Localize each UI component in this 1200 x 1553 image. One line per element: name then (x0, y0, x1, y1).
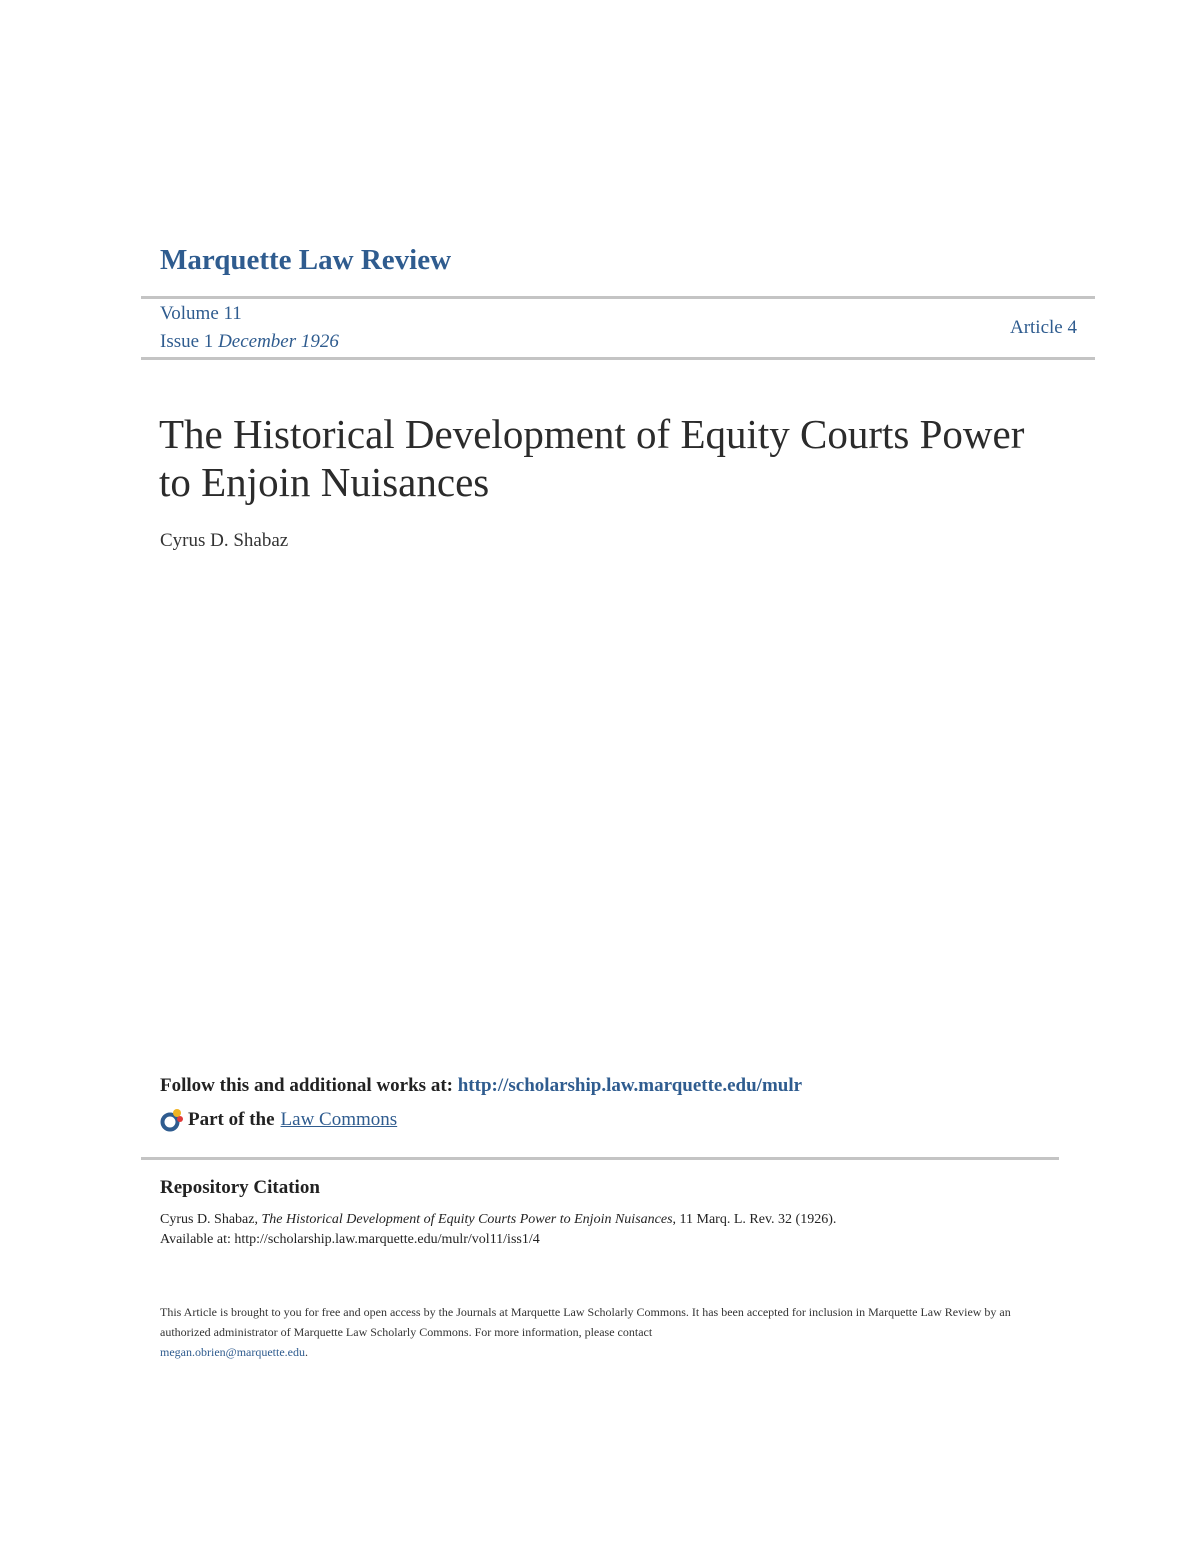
journal-name: Marquette Law Review (160, 244, 452, 276)
citation-available-at: Available at: http://scholarship.law.marquette.edu/mulr/vol11/iss1/4 (160, 1232, 540, 1247)
notice-text: This Article is brought to you for free and open access by the Journals at Marquette Law Scholarly Commons. It has been accepted for inclusion in Marquette Law Review by an authorized administrator of Marquette Law Scholarly Commons. For more information, please contact (160, 1305, 1011, 1339)
article-number[interactable]: Article 4 (1009, 317, 1077, 338)
header-divider-top (141, 296, 1095, 299)
article-author[interactable]: Cyrus D. Shabaz (160, 530, 289, 551)
part-of-line (160, 1108, 397, 1132)
follow-label: Follow this and additional works at: (160, 1075, 453, 1096)
citation-suffix: , 11 Marq. L. Rev. 32 (1926). (672, 1212, 837, 1227)
citation-heading: Repository Citation (160, 1177, 320, 1198)
issue-label[interactable] (160, 331, 339, 353)
follow-line (160, 1075, 802, 1097)
article-title: The Historical Development of Equity Courts Power to Enjoin Nuisances (159, 411, 1025, 505)
citation-prefix: Cyrus D. Shabaz, (160, 1212, 258, 1227)
follow-link[interactable]: http://scholarship.law.marquette.edu/mulr (457, 1075, 803, 1096)
citation-divider (141, 1157, 1059, 1160)
law-commons-link[interactable]: Law Commons (280, 1109, 398, 1130)
notice-end: . (305, 1345, 308, 1359)
header-divider-bottom (141, 357, 1095, 360)
citation-text (160, 1210, 1060, 1250)
volume-label[interactable]: Volume 11 (160, 303, 242, 324)
network-icon (160, 1108, 184, 1132)
contact-email-link[interactable]: megan.obrien@marquette.edu (160, 1345, 305, 1359)
access-notice (160, 1302, 1040, 1362)
part-of-label: Part of the (188, 1109, 275, 1130)
issue-date: December 1926 (218, 331, 339, 352)
issue-number: Issue 1 (160, 331, 214, 352)
citation-title: The Historical Development of Equity Courts Power to Enjoin Nuisances (261, 1212, 673, 1227)
